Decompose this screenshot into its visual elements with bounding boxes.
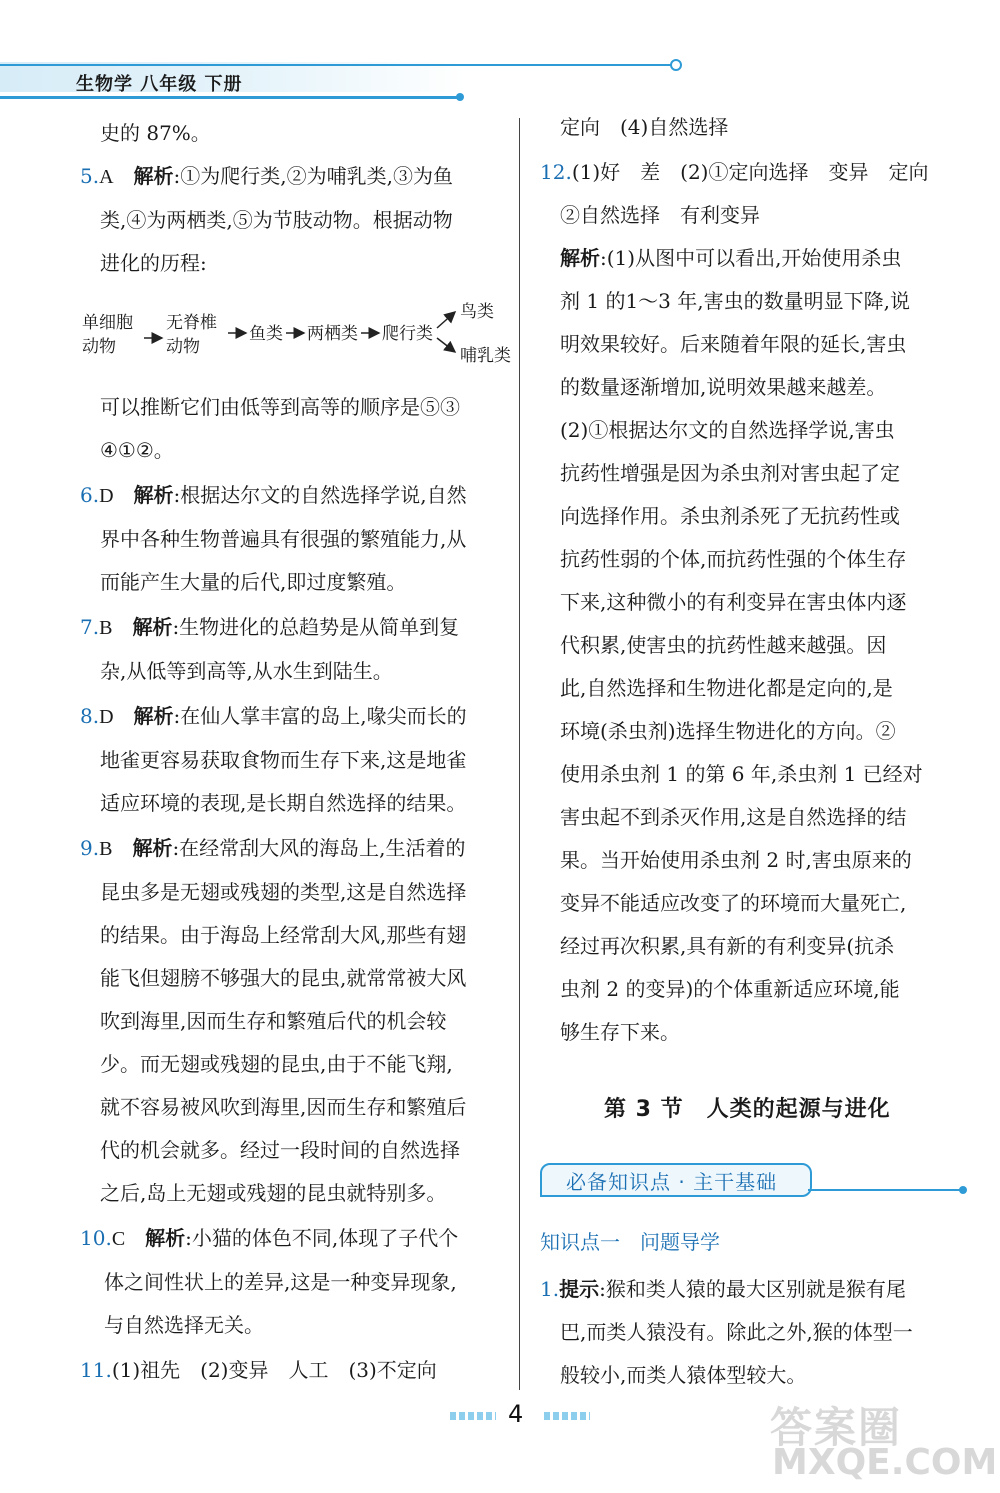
page-number: 4 bbox=[508, 1400, 524, 1428]
answer-12-line: (2)①根据达尔文的自然选择学说,害虫 bbox=[560, 418, 895, 442]
answer-12-line: 够生存下来。 bbox=[560, 1020, 680, 1044]
banner-rule-dot-icon bbox=[959, 1186, 967, 1194]
node-reptile: 爬行类 bbox=[382, 324, 433, 344]
node-invertebrate: 动物 bbox=[166, 337, 200, 357]
answer-12-line: 向选择作用。杀虫剂杀死了无抗药性或 bbox=[560, 504, 900, 528]
answer-10-line: 体之间性状上的差异,这是一种变异现象, bbox=[104, 1270, 457, 1294]
answer-9-line: 代的机会就多。经过一段时间的自然选择 bbox=[100, 1138, 460, 1162]
answer-12-line: 下来,这种微小的有利变异在害虫体内逐 bbox=[560, 590, 907, 614]
hint-1: 1.提示:猴和类人猿的最大区别就是猴有尾 bbox=[540, 1277, 906, 1301]
answer-11-cont: 定向 (4)自然选择 bbox=[560, 115, 729, 139]
answer-9-line: 能飞但翅膀不够强大的昆虫,就常常被大风 bbox=[100, 966, 467, 990]
node-invertebrate: 无脊椎 bbox=[166, 313, 217, 333]
answer-12-line: 虫剂 2 的变异)的个体重新适应环境,能 bbox=[560, 977, 900, 1001]
answer-9: 9.B 解析:在经常刮大风的海岛上,生活着的 bbox=[80, 836, 466, 860]
book-title: 生物学 八年级 下册 bbox=[76, 74, 243, 95]
answer-12-line: 使用杀虫剂 1 的第 6 年,杀虫剂 1 已经对 bbox=[560, 762, 923, 786]
knowledge-point-heading: 知识点一 问题导学 bbox=[540, 1230, 720, 1254]
answer-12-line: 明效果较好。后来随着年限的延长,害虫 bbox=[560, 332, 907, 356]
answer-10-line: 与自然选择无关。 bbox=[104, 1313, 264, 1337]
knowledge-point-1 bbox=[540, 1268, 970, 1397]
answer-12-line: 抗药性增强是因为杀虫剂对害虫起了定 bbox=[560, 461, 900, 485]
answer-12-line: 剂 1 的1～3 年,害虫的数量明显下降,说 bbox=[560, 289, 910, 313]
answer-7-line: 杂,从低等到高等,从水生到陆生。 bbox=[100, 659, 393, 683]
left-column-bottom bbox=[80, 386, 512, 1392]
watermark-url: MXQE.COM bbox=[772, 1442, 998, 1483]
answer-12-explain: 解析:(1)从图中可以看出,开始使用杀虫 bbox=[560, 246, 902, 270]
answer-9-line: 少。而无翅或残翅的昆虫,由于不能飞翔, bbox=[100, 1052, 453, 1076]
answer-12-line: 环境(杀虫剂)选择生物进化的方向。② bbox=[560, 719, 896, 743]
section-title: 第 3 节 人类的起源与进化 bbox=[604, 1097, 891, 1122]
answer-5-line: 进化的历程: bbox=[100, 251, 207, 275]
answer-7: 7.B 解析:生物进化的总趋势是从简单到复 bbox=[80, 615, 460, 639]
answer-8: 8.D 解析:在仙人掌丰富的岛上,喙尖而长的 bbox=[80, 704, 467, 728]
answer-12-line: 变异不能适应改变了的环境而大量死亡, bbox=[560, 891, 907, 915]
banner-rule bbox=[808, 1189, 962, 1191]
node-unicellular: 动物 bbox=[82, 337, 116, 357]
answer-9-line: 之后,岛上无翅或残翅的昆虫就特别多。 bbox=[100, 1181, 447, 1205]
answer-6: 6.D 解析:根据达尔文的自然选择学说,自然 bbox=[80, 483, 467, 507]
right-column bbox=[540, 106, 970, 1054]
watermark-logo: 答案圈 bbox=[770, 1403, 903, 1452]
answer-12-line: 经过再次积累,具有新的有利变异(抗杀 bbox=[560, 934, 895, 958]
left-column-top bbox=[80, 112, 512, 285]
answer-8-line: 适应环境的表现,是长期自然选择的结果。 bbox=[100, 791, 467, 815]
header-rule bbox=[0, 64, 672, 66]
answer-5-line: 类,④为两栖类,⑤为节肢动物。根据动物 bbox=[100, 208, 453, 232]
knowledge-banner-label: 必备知识点 · 主干基础 bbox=[566, 1170, 778, 1194]
answer-12-line: ②自然选择 有利变异 bbox=[560, 203, 760, 227]
continued-text: 史的 87%。 bbox=[100, 121, 211, 145]
node-unicellular: 单细胞 bbox=[82, 313, 133, 333]
answer-10: 10.C 解析:小猫的体色不同,体现了子代个 bbox=[80, 1226, 459, 1250]
answer-12-line: 的数量逐渐增加,说明效果越来越差。 bbox=[560, 375, 887, 399]
answer-12-line: 抗药性弱的个体,而抗药性强的个体生存 bbox=[560, 547, 907, 571]
hint-1-line: 巴,而类人猿没有。除此之外,猴的体型一 bbox=[560, 1320, 913, 1344]
answer-5: 5.A 解析:①为爬行类,②为哺乳类,③为鱼 bbox=[80, 164, 453, 188]
header-rule-end-icon bbox=[670, 59, 682, 71]
answer-9-line: 吹到海里,因而生存和繁殖后代的机会较 bbox=[100, 1009, 447, 1033]
node-amphibian: 两栖类 bbox=[307, 324, 358, 344]
header-underline bbox=[0, 96, 460, 99]
answer-11: 11.(1)祖先 (2)变异 人工 (3)不定向 bbox=[80, 1358, 437, 1382]
evolution-diagram bbox=[80, 296, 520, 376]
answer-12-line: 此,自然选择和生物进化都是定向的,是 bbox=[560, 676, 893, 700]
answer-9-line: 昆虫多是无翅或残翅的类型,这是自然选择 bbox=[100, 880, 467, 904]
answer-12: 12.(1)好 差 (2)①定向选择 变异 定向 bbox=[540, 160, 929, 184]
answer-8-line: 地雀更容易获取食物而生存下来,这是地雀 bbox=[100, 748, 467, 772]
answer-6-line: 界中各种生物普遍具有很强的繁殖能力,从 bbox=[100, 527, 467, 551]
answer-5-line: 可以推断它们由低等到高等的顺序是⑤③ bbox=[100, 395, 460, 419]
answer-12-line: 害虫起不到杀灭作用,这是自然选择的结 bbox=[560, 805, 907, 829]
page-number-ornament-right bbox=[544, 1412, 590, 1420]
node-fish: 鱼类 bbox=[249, 324, 283, 344]
answer-12-line: 果。当开始使用杀虫剂 2 时,害虫原来的 bbox=[560, 848, 912, 872]
page-number-ornament-left bbox=[450, 1412, 496, 1420]
answer-6-line: 而能产生大量的后代,即过度繁殖。 bbox=[100, 570, 407, 594]
answer-9-line: 的结果。由于海岛上经常刮大风,那些有翅 bbox=[100, 923, 467, 947]
answer-12-line: 代积累,使害虫的抗药性越来越强。因 bbox=[560, 633, 887, 657]
answer-5-line: ④①②。 bbox=[100, 438, 174, 462]
node-bird: 鸟类 bbox=[460, 302, 494, 322]
node-mammal: 哺乳类 bbox=[460, 346, 511, 366]
header-underline-dot-icon bbox=[456, 93, 464, 101]
answer-9-line: 就不容易被风吹到海里,因而生存和繁殖后 bbox=[100, 1095, 467, 1119]
hint-1-line: 般较小,而类人猿体型较大。 bbox=[560, 1363, 807, 1387]
